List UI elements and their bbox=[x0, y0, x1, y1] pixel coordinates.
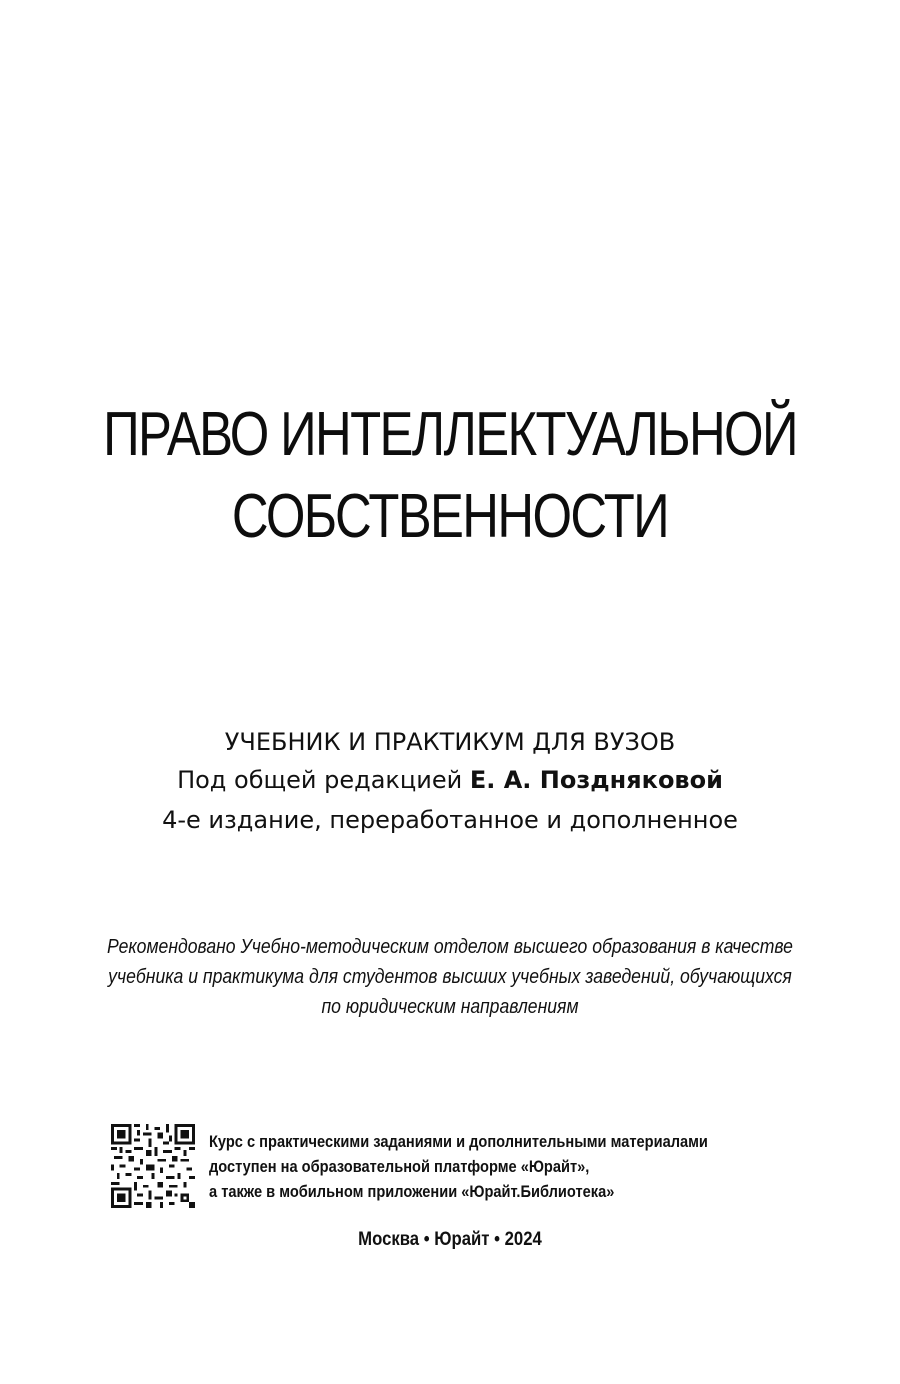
recommendation-line-2: учебника и практикума для студентов высших учебных заведений, обучающихся bbox=[108, 966, 792, 988]
edition-info: 4-е издание, переработанное и дополненное bbox=[162, 806, 738, 834]
recommendation-line-3: по юридическим направлениям bbox=[321, 996, 579, 1018]
course-info-line-1: Курс с практическими заданиями и дополнительными материалами bbox=[209, 1132, 708, 1151]
publisher-imprint: Москва • Юрайт • 2024 bbox=[358, 1229, 542, 1250]
qr-code-icon[interactable] bbox=[111, 1124, 195, 1208]
editor-name: Е. А. Поздняковой bbox=[469, 766, 723, 794]
course-info-line-2: доступен на образовательной платформе «Юрайт», bbox=[209, 1157, 590, 1176]
editor-prefix: Под общей редакцией bbox=[177, 766, 463, 794]
editor-line bbox=[0, 768, 900, 792]
recommendation-line-1: Рекомендовано Учебно-методическим отделом высшего образования в качестве bbox=[107, 936, 793, 958]
book-title-line-1: ПРАВО ИНТЕЛЛЕКТУАЛЬНОЙ bbox=[103, 400, 797, 469]
book-title-line-2: СОБСТВЕННОСТИ bbox=[231, 482, 669, 551]
book-type: УЧЕБНИК И ПРАКТИКУМ ДЛЯ ВУЗОВ bbox=[224, 728, 676, 756]
course-info-line-3: а также в мобильном приложении «Юрайт.Библиотека» bbox=[209, 1182, 615, 1201]
